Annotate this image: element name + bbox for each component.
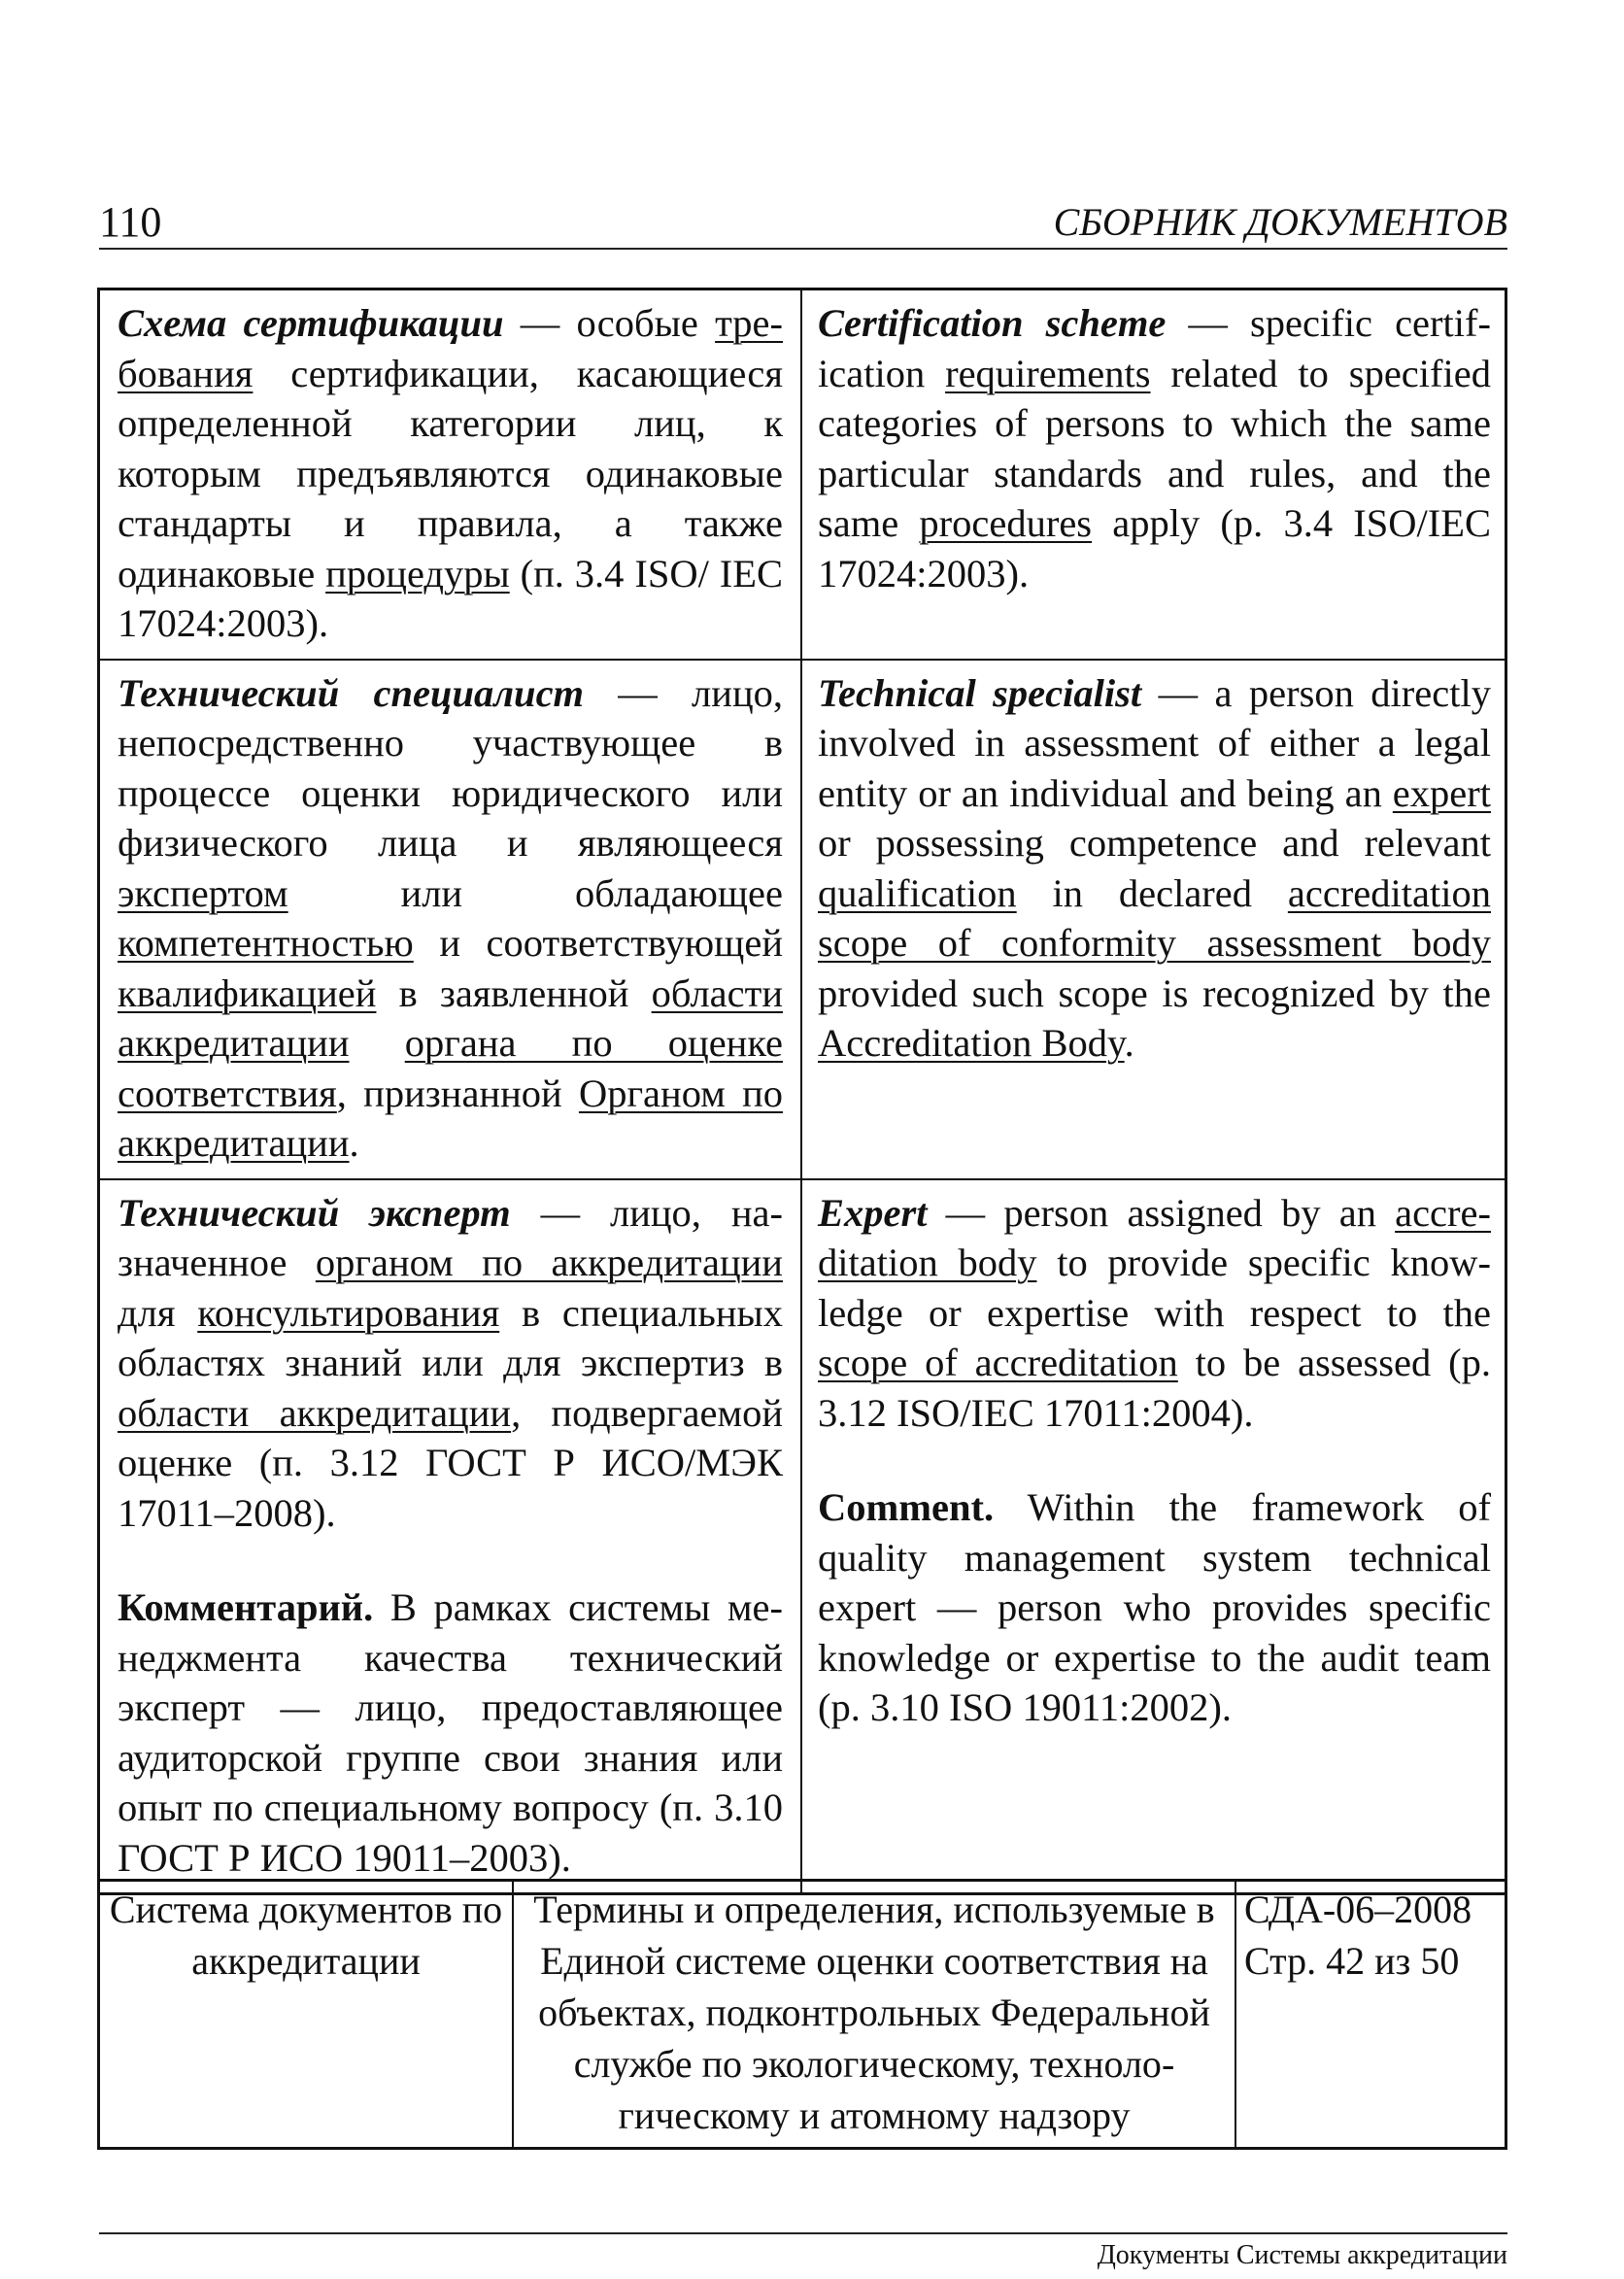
definition-text: или обладающее (288, 870, 783, 915)
comment-text: В рамках системы менеджмента качества технический эксперт — лицо, предоставляющее аудиторской группе свои знания или опыт по специальному вопросу (п. 3.10 ГОСТ Р ИСО 19011–2003). (118, 1585, 783, 1880)
comment-label: Comment. (818, 1485, 995, 1529)
definition-text: provided such scope is recognized by the (818, 970, 1491, 1015)
paragraph-gap (818, 1438, 1491, 1482)
glossary-link[interactable]: экспертом (118, 870, 288, 915)
definition-ru (100, 1180, 802, 1893)
definition-text: для (118, 1290, 198, 1335)
table-row (100, 1180, 1505, 1893)
definition-en (802, 661, 1505, 1178)
definition-text: in declared (1016, 870, 1288, 915)
definition-text (350, 1021, 405, 1065)
terms-table (97, 288, 1507, 1895)
definition-text: — person assigned by an (927, 1190, 1396, 1235)
comment-label: Комментарий. (118, 1585, 374, 1629)
page-counter: Стр. 42 из 50 (1244, 1939, 1460, 1983)
term-ru: Технический эксперт (118, 1190, 511, 1235)
glossary-link[interactable]: квалификацией (118, 970, 377, 1015)
definition-text: в специальных областях знаний или для экспертиз в (118, 1290, 783, 1384)
definition-text: — особые (503, 301, 716, 345)
glossary-link[interactable]: области аккредитации (118, 970, 783, 1065)
page-number: 110 (99, 198, 162, 246)
footer-caption: Документы Системы аккредитации (1097, 2240, 1507, 2270)
definition-ru (100, 290, 802, 659)
glossary-link[interactable]: requirements (945, 351, 1151, 395)
table-row (100, 661, 1505, 1180)
definition-text: to provide specific knowledge or expertise with respect to the (818, 1241, 1491, 1335)
definition-text: сертификации, касающиеся определенной категории лиц, к которым предъявляются одинаковые стандарты и правила, а также одинаковые (118, 351, 783, 595)
collection-title: СБОРНИК ДОКУМЕНТОВ (1053, 200, 1507, 244)
document-meta (1236, 1882, 1505, 2147)
comment-text: Within the framework of quality management system technical expert — person who provides specific knowledge or expertise to the audit team (p. 3.10 ISO 19011:2002). (818, 1485, 1491, 1729)
document-title: Термины и определения, используемые в Единой системе оценки соответствия на объектах, подконтрольных Федеральной службе по экологическому, технологическому и атомному надзору (514, 1882, 1236, 2147)
term-ru: Технический специалист (118, 670, 585, 715)
footer-divider (99, 2232, 1507, 2234)
glossary-link[interactable]: Органом по аккредитации (118, 1071, 783, 1165)
definition-text: , признанной (336, 1071, 579, 1115)
glossary-link[interactable]: accreditation scope of conformity assessment body (818, 870, 1491, 965)
definition-text: — a person directly involved in assessment of either a legal entity or an individual and being an (818, 670, 1491, 815)
document-system-title: Система документов по аккредитации (100, 1882, 514, 2147)
definition-text: to be assessed (p. 3.12 ISO/IEC 17011:2004). (818, 1341, 1491, 1435)
definition-text: — лицо, непосредственно участвующее в процессе оценки юридического или физического лица и являющееся (118, 670, 783, 865)
definition-text: и соответствующей (413, 921, 783, 965)
glossary-link[interactable]: scope of accreditation (818, 1341, 1178, 1384)
document-footer-table (97, 1879, 1507, 2150)
definition-text: related to specified categories of persons to which the same particular standards and rules, and the same (818, 351, 1491, 545)
paragraph-gap (118, 1538, 783, 1582)
glossary-link[interactable]: accreditation body (818, 1190, 1491, 1284)
definition-ru (100, 661, 802, 1178)
definition-en (802, 290, 1505, 659)
table-row (100, 290, 1505, 661)
definition-text: . (1124, 1021, 1134, 1065)
definition-text: or possessing competence and relevant (818, 821, 1491, 865)
definition-text: apply (p. 3.4 ISO/IEC 17024:2003). (818, 501, 1492, 595)
glossary-link[interactable]: органа по оценке соответствия (118, 1021, 783, 1115)
definition-text: — specific certification (818, 301, 1492, 395)
glossary-link[interactable]: требования (118, 301, 783, 395)
definition-text: — лицо, назначенное (118, 1190, 783, 1284)
glossary-link[interactable]: органом по аккредитации (315, 1241, 783, 1284)
glossary-link[interactable]: expert (1392, 770, 1491, 815)
glossary-link[interactable]: компетентностью (118, 921, 414, 965)
term-en: Certification scheme (818, 301, 1167, 345)
glossary-link[interactable]: Accreditation Body (818, 1021, 1125, 1065)
glossary-link[interactable]: procedures (919, 501, 1093, 545)
definition-text: (п. 3.4 ISO/ IEC 17024:2003). (118, 551, 783, 645)
definition-text: . (349, 1121, 359, 1165)
definition-text: в заявленной (376, 970, 652, 1015)
term-ru: Схема сертификации (118, 301, 504, 345)
term-en: Expert (818, 1190, 928, 1235)
glossary-link[interactable]: области аккредитации (118, 1390, 512, 1435)
glossary-link[interactable]: консультирования (197, 1290, 500, 1335)
definition-en (802, 1180, 1505, 1893)
page-header (99, 197, 1507, 250)
definition-text: , подвергаемой оценке (п. 3.12 ГОСТ Р ИСО/МЭК 17011–2008). (118, 1390, 783, 1535)
term-en: Technical specialist (818, 670, 1142, 715)
glossary-link[interactable]: qualification (818, 870, 1017, 915)
glossary-link[interactable]: процедуры (325, 551, 510, 595)
document-code: СДА-06–2008 (1244, 1888, 1472, 1931)
